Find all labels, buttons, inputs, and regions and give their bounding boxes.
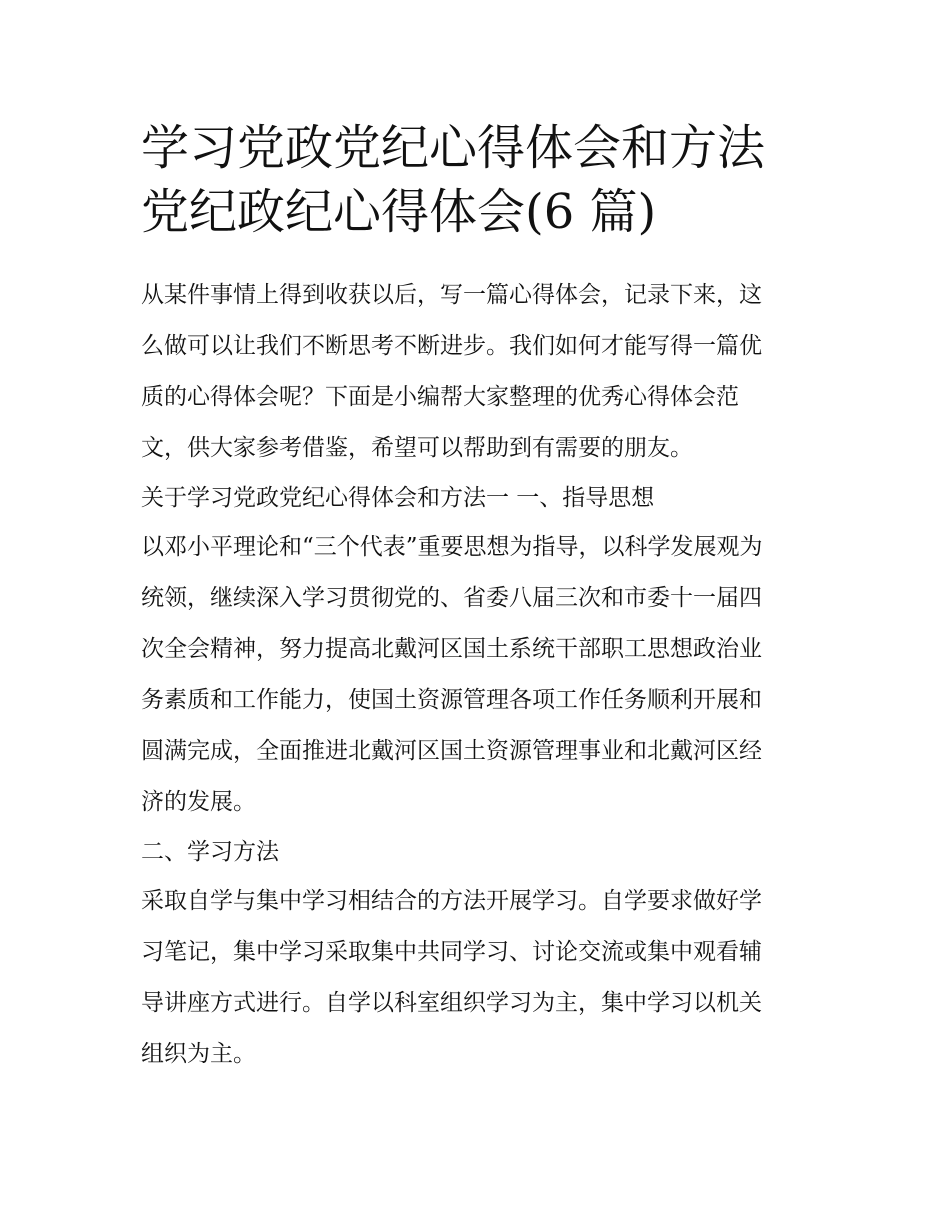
intro-paragraph: [141, 270, 813, 474]
section1-line: 济的发展。: [141, 789, 256, 815]
section2-line: 组织为主。: [141, 1041, 256, 1067]
section2-line: 习笔记，集中学习采取集中共同学习、讨论交流或集中观看辅: [141, 939, 762, 965]
section1-line: 统领，继续深入学习贯彻党的、省委八届三次和市委十一届四: [141, 585, 762, 611]
title-line-1: 学习党政党纪心得体会和方法: [141, 120, 766, 176]
intro-line: 从某件事情上得到收获以后，写一篇心得体会，记录下来，这: [141, 282, 762, 308]
intro-line: 么做可以让我们不断思考不断进步。我们如何才能写得一篇优: [141, 333, 762, 359]
document-title: [141, 116, 841, 244]
intro-line: 文，供大家参考借鉴，希望可以帮助到有需要的朋友。: [141, 435, 693, 461]
section1-line: 务素质和工作能力，使国土资源管理各项工作任务顺利开展和: [141, 687, 762, 713]
section1-line: 圆满完成，全面推进北戴河区国土资源管理事业和北戴河区经: [141, 738, 762, 764]
section1-line: 以邓小平理论和“三个代表”重要思想为指导，以科学发展观为: [141, 534, 763, 560]
section1-heading: 关于学习党政党纪心得体会和方法一 一、指导思想: [141, 485, 655, 511]
section2-line: 采取自学与集中学习相结合的方法开展学习。自学要求做好学: [141, 888, 762, 914]
section2-heading: 二、学习方法: [141, 839, 279, 865]
intro-line: 质的心得体会呢？下面是小编帮大家整理的优秀心得体会范: [141, 384, 739, 410]
section1-paragraph: [141, 522, 813, 828]
document-body: [141, 270, 813, 1080]
section1-line: 次全会精神，努力提高北戴河区国土系统干部职工思想政治业: [141, 636, 762, 662]
section2-paragraph: [141, 876, 813, 1080]
section2-line: 导讲座方式进行。自学以科室组织学习为主，集中学习以机关: [141, 990, 762, 1016]
title-line-2: 党纪政纪心得体会(6 篇): [141, 184, 657, 240]
